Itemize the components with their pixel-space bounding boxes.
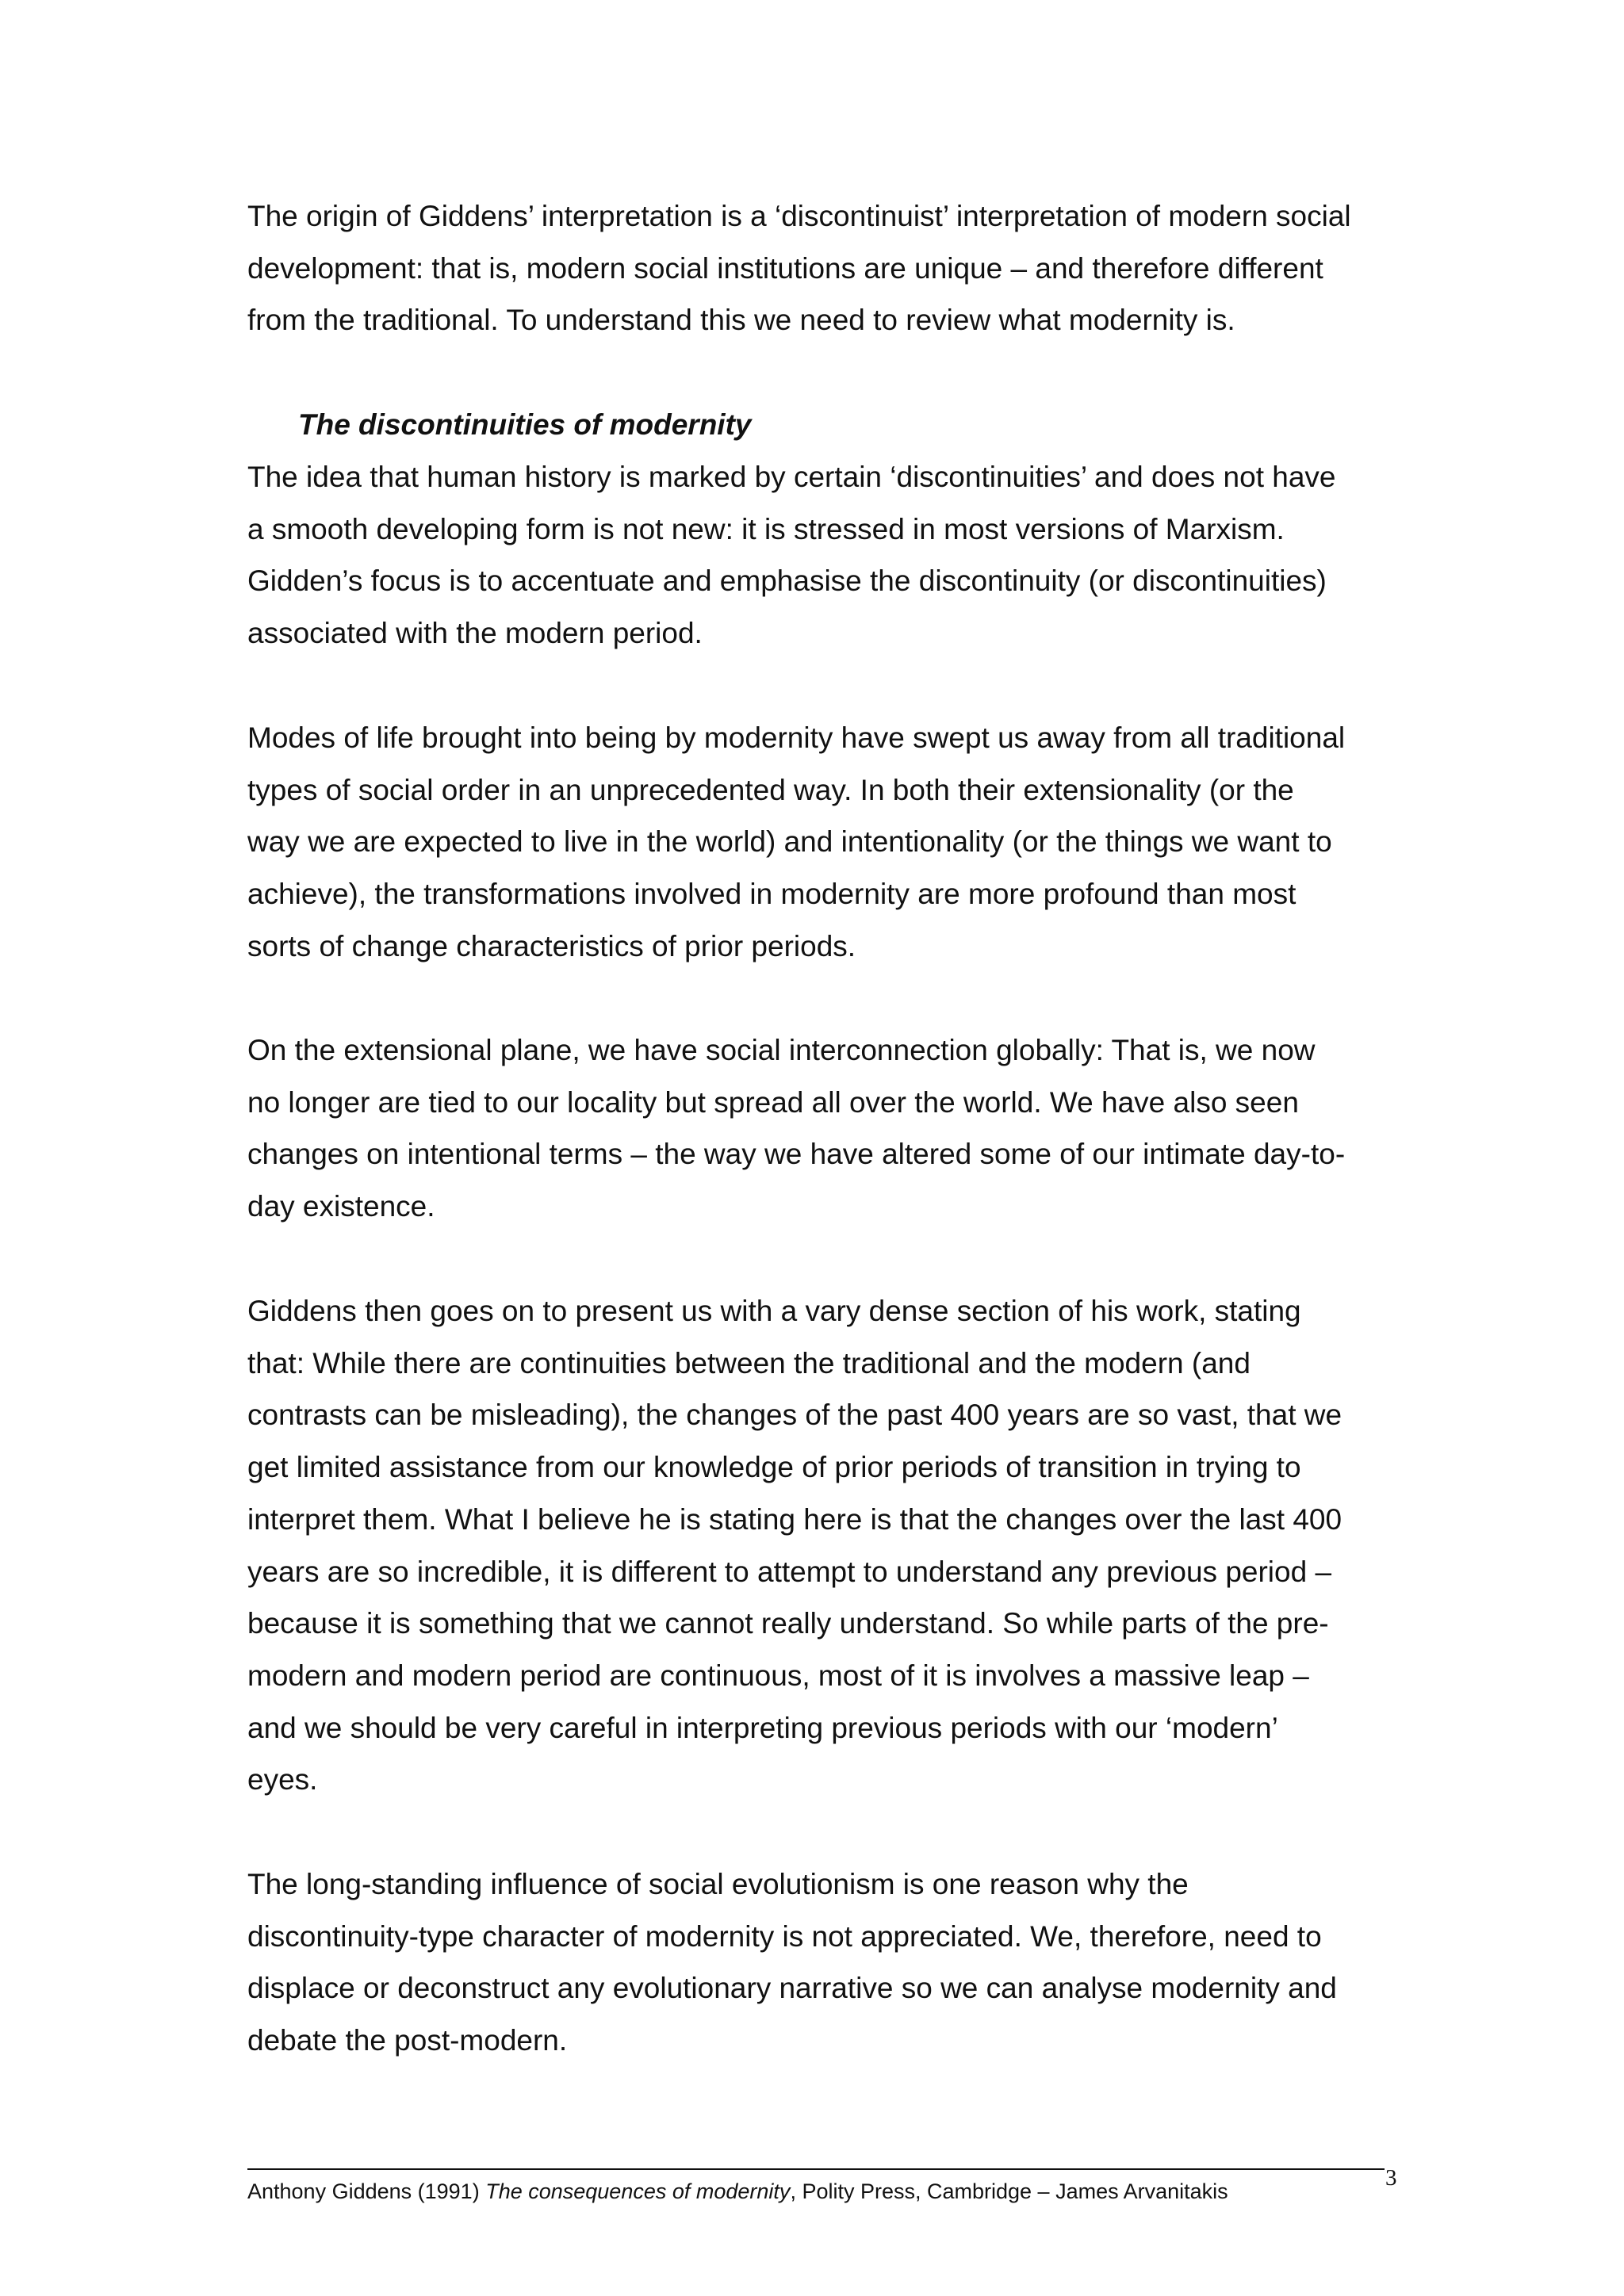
paragraph-line: contrasts can be misleading), the changes of the past 400 years are so vast, that we [247, 1399, 1342, 1432]
paragraph-line: changes on intentional terms – the way we have altered some of our intimate day-to- [247, 1138, 1346, 1171]
paragraph-line: a smooth developing form is not new: it is stressed in most versions of Marxism. [247, 512, 1285, 545]
footer-citation-suffix: , Polity Press, Cambridge – James Arvanitakis [790, 2179, 1228, 2203]
paragraph-line: Giddens then goes on to present us with a vary dense section of his work, stating [247, 1295, 1301, 1327]
footer-divider [247, 2168, 1385, 2170]
paragraph-discontinuities [247, 451, 1397, 660]
paragraph-line: no longer are tied to our locality but spread all over the world. We have also seen [247, 1085, 1299, 1119]
paragraph-line: get limited assistance from our knowledge of prior periods of transition in trying to [247, 1451, 1301, 1484]
paragraph-line: interpret them. What I believe he is stating here is that the changes over the last 400 [247, 1502, 1342, 1536]
page-number: 3 [1385, 2165, 1397, 2191]
paragraph-line: that: While there are continuities between the traditional and the modern (and [247, 1346, 1251, 1380]
paragraph-line: The long-standing influence of social evolutionism is one reason why the [247, 1868, 1189, 1900]
paragraph-modes-of-life [247, 712, 1397, 973]
paragraph-line: way we are expected to live in the world) and intentionality (or the things we want to [247, 825, 1332, 859]
paragraph-origin [247, 190, 1397, 346]
footer-citation-title: The consequences of modernity [485, 2179, 791, 2203]
paragraph-line: development: that is, modern social institutions are unique – and therefore different [247, 251, 1323, 285]
paragraph-line: achieve), the transformations involved in modernity are more profound than most [247, 878, 1297, 911]
paragraph-line: The origin of Giddens’ interpretation is a ‘discontinuist’ interpretation of modern social [247, 200, 1351, 232]
paragraph-line: eyes. [247, 1763, 318, 1797]
paragraph-line: day existence. [247, 1190, 435, 1223]
paragraph-social-evolutionism [247, 1858, 1397, 2067]
paragraph-line: Gidden’s focus is to accentuate and emphasise the discontinuity (or discontinuities) [247, 564, 1327, 598]
paragraph-line: years are so incredible, it is different to attempt to understand any previous period – [247, 1555, 1332, 1588]
footer-citation [247, 2178, 1228, 2205]
footer-citation-prefix: Anthony Giddens (1991) [247, 2179, 486, 2203]
paragraph-line: from the traditional. To understand this we need to review what modernity is. [247, 304, 1235, 337]
paragraph-dense-section [247, 1285, 1397, 1806]
paragraph-line: modern and modern period are continuous, most of it is involves a massive leap – [247, 1659, 1309, 1692]
paragraph-line: On the extensional plane, we have social interconnection globally: That is, we now [247, 1034, 1316, 1066]
paragraph-line: sorts of change characteristics of prior periods. [247, 929, 856, 962]
paragraph-line: discontinuity-type character of modernity is not appreciated. We, therefore, need to [247, 1919, 1322, 1953]
paragraph-extensional-plane [247, 1024, 1397, 1233]
paragraph-line: displace or deconstruct any evolutionary narrative so we can analyse modernity and [247, 1972, 1337, 2005]
paragraph-line: types of social order in an unprecedented way. In both their extensionality (or the [247, 773, 1294, 806]
paragraph-line: associated with the modern period. [247, 617, 703, 650]
paragraph-line: The idea that human history is marked by certain ‘discontinuities’ and does not have [247, 461, 1336, 493]
paragraph-line: Modes of life brought into being by modernity have swept us away from all traditional [247, 721, 1346, 754]
section-heading: The discontinuities of modernity [298, 408, 752, 441]
paragraph-line: debate the post-modern. [247, 2024, 568, 2057]
paragraph-line: because it is something that we cannot really understand. So while parts of the pre- [247, 1607, 1329, 1640]
paragraph-line: and we should be very careful in interpreting previous periods with our ‘modern’ [247, 1711, 1278, 1744]
